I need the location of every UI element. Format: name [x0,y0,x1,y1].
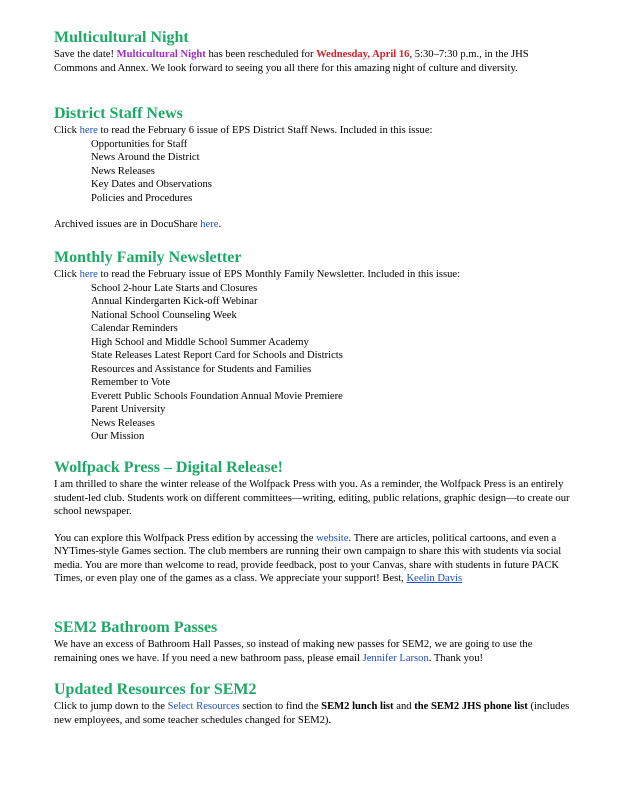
event-date-highlight: Wednesday, April 16 [316,49,410,60]
family-newsletter-link[interactable]: here [79,269,98,280]
text-segment: to read the February 6 issue of EPS District Staff News. Included in this issue: [97,125,433,136]
wolfpack-website-link[interactable]: website [316,532,349,544]
text-segment: Click [54,125,80,136]
text-segment: , 5:30–7:30 p.m., in the JHS Commons and Annex. We look forward to seeing you all there for this amazing night of culture and diversity. [54,49,529,74]
list-item: News Releases [91,417,155,429]
text-segment: has been rescheduled for [205,49,317,60]
text-segment: We have an excess of Bathroom Hall Passes, so instead of making new passes for SEM2, we are going to use the remaining ones we have. If you need a new bathroom pass, please email [54,639,533,664]
archive-note [54,218,574,232]
list-item: Calendar Reminders [91,323,178,334]
section-bathroom-passes [54,619,574,665]
text-segment: Save the date! [54,49,117,60]
resources-paragraph [54,700,574,727]
family-newsletter-list [54,282,574,444]
text-segment: and [393,701,415,712]
email-contact-link[interactable]: Jennifer Larson [362,652,429,664]
text-segment: . [218,219,222,230]
district-news-intro [54,124,574,138]
list-item: Policies and Procedures [91,192,193,204]
section-updated-resources [54,681,574,727]
list-item: News Around the District [91,152,200,163]
district-news-link[interactable]: here [79,125,98,136]
list-item: Key Dates and Observations [91,179,212,190]
event-name-highlight: Multicultural Night [116,49,206,60]
text-segment: Click to jump down to the [54,701,168,712]
section-district-staff-news [54,105,574,232]
text-segment: Archived issues are in DocuShare [54,219,201,230]
section-wolfpack-press [54,459,574,586]
signature-email-link[interactable]: Keelin Davis [406,573,463,584]
list-item: Remember to Vote [91,377,171,388]
text-segment: . There are articles, political cartoons, and even a NYTimes-style Games section. The club members are running their own campaign to share this with students via social media. You are more than welcome to read, provide feedback, post to your Canvas, share with students in future PACK Times, or even play one of the games as a class. We appreciate your support! Best, [54,532,562,584]
list-item: Resources and Assistance for Students and Families [91,363,312,375]
heading-updated-resources: Updated Resources for SEM2 [54,681,257,698]
text-segment: . Thank you! [428,652,484,664]
heading-wolfpack-press: Wolfpack Press – Digital Release! [54,459,284,476]
list-item: Parent University [91,404,166,415]
text-segment: to read the February issue of EPS Monthly Family Newsletter. Included in this issue: [97,269,461,280]
select-resources-link[interactable]: Select Resources [167,701,240,712]
lunch-list-bold: SEM2 lunch list [321,701,394,712]
list-item: National School Counseling Week [91,309,237,321]
heading-family-newsletter: Monthly Family Newsletter [54,249,242,266]
text-segment: You can explore this Wolfpack Press edition by accessing the [54,532,317,544]
section-family-newsletter [54,249,574,444]
list-item: Opportunities for Staff [91,138,188,150]
text-segment: (includes new employees, and some teacher schedules changed for SEM2). [54,701,570,726]
phone-list-bold: the SEM2 JHS phone list [414,701,528,712]
district-news-list [54,138,574,206]
wolfpack-paragraph-1: I am thrilled to share the winter release of the Wolfpack Press with you. As a reminder, the Wolfpack Press is an entirely student-led club. Students work on different committees—writing, editing, public relations, graphic design—to create our school newspaper. [54,479,570,517]
bathroom-paragraph [54,638,574,665]
section-multicultural-night [54,29,574,75]
list-item: School 2-hour Late Starts and Closures [91,282,258,294]
archive-link[interactable]: here [200,219,219,230]
list-item: News Releases [91,165,155,177]
heading-district-staff-news: District Staff News [54,105,183,122]
family-newsletter-intro [54,268,574,282]
heading-multicultural-night: Multicultural Night [54,29,189,46]
list-item: High School and Middle School Summer Academy [91,336,309,348]
text-segment: Click [54,269,80,280]
multicultural-paragraph [54,48,574,75]
list-item: Our Mission [91,431,145,442]
wolfpack-paragraph-2 [54,532,574,586]
list-item: State Releases Latest Report Card for Schools and Districts [91,350,343,361]
list-item: Everett Public Schools Foundation Annual Movie Premiere [91,390,343,402]
heading-bathroom-passes: SEM2 Bathroom Passes [54,619,218,636]
list-item: Annual Kindergarten Kick-off Webinar [91,296,258,307]
text-segment: section to find the [239,701,322,712]
